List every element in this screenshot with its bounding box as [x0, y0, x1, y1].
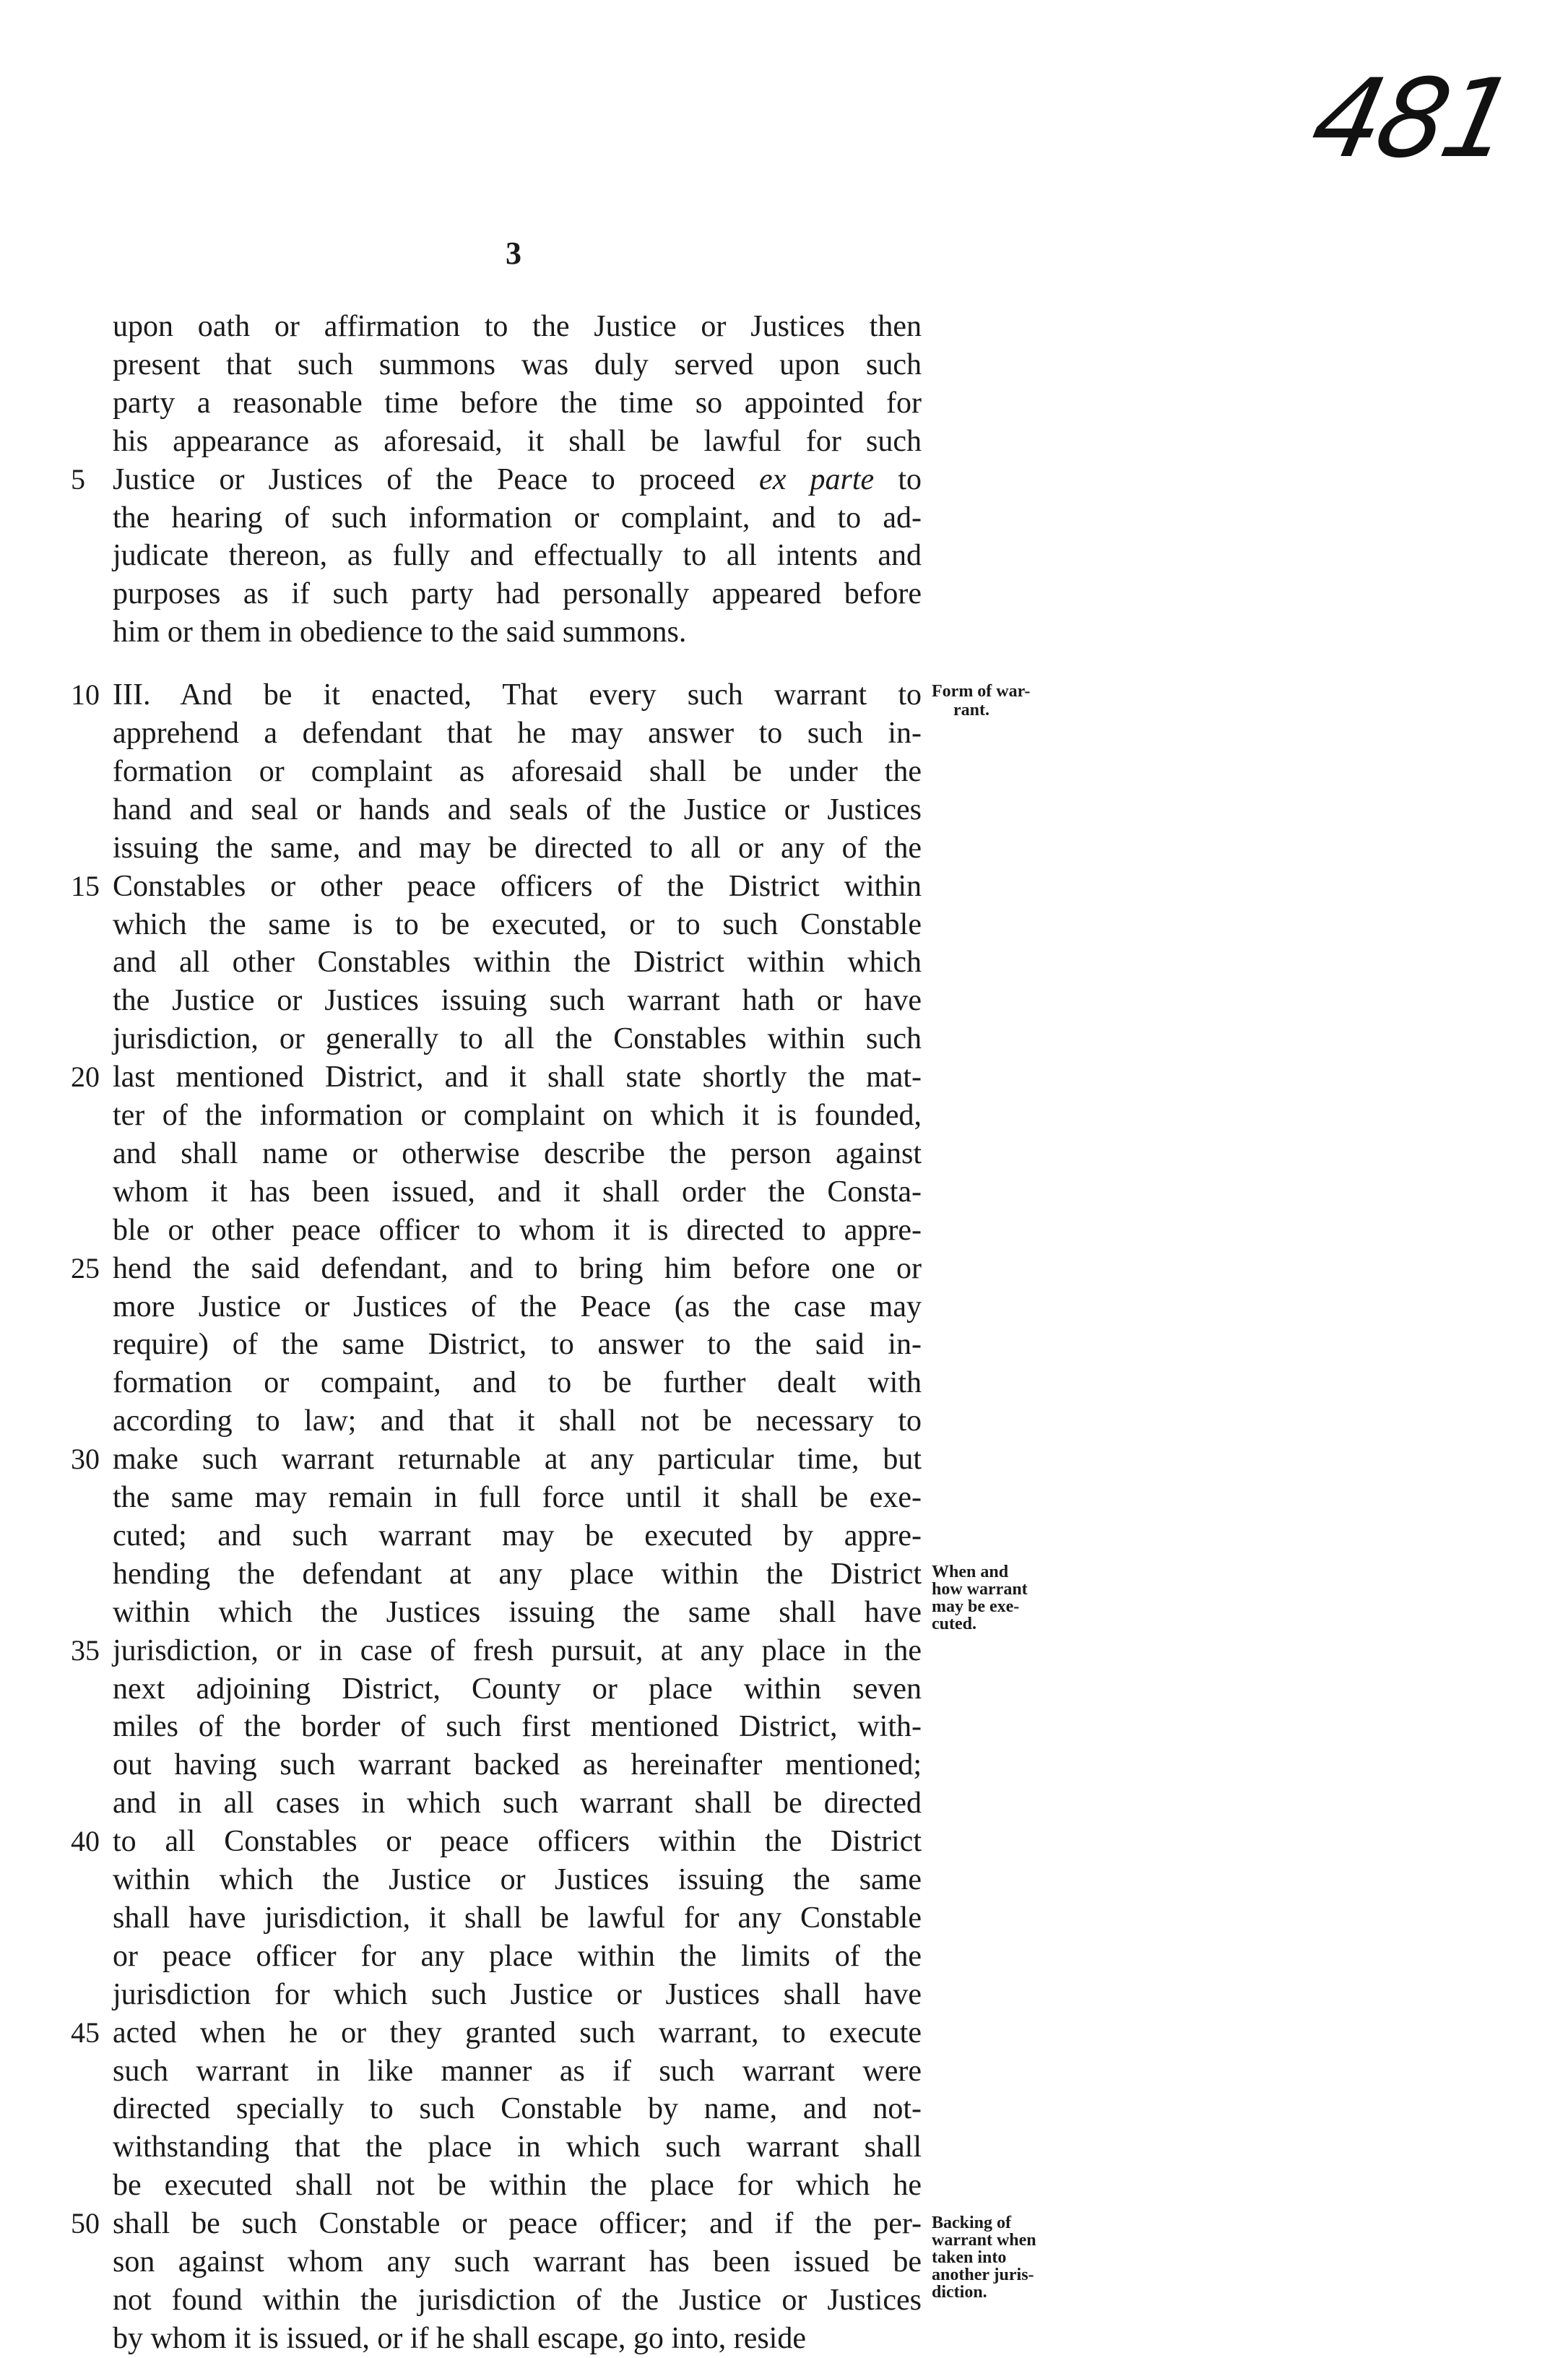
text-line: hend the said defendant, and to bring him before one or — [113, 1251, 922, 1285]
text-line: ter of the information or complaint on which it is founded, — [113, 1099, 922, 1132]
margin-note-line: rant. — [953, 701, 989, 720]
text-line: last mentioned District, and it shall state shortly the mat- — [113, 1061, 922, 1094]
text-line: party a reasonable time before the time so appointed for — [113, 386, 922, 420]
text-line: cuted; and such warrant may be executed by appre- — [113, 1519, 922, 1552]
text-line: Constables or other peace officers of the District within — [113, 869, 922, 903]
text-line: be executed shall not be within the place for which he — [113, 2169, 922, 2203]
text-line: jurisdiction, or generally to all the Constables within such — [113, 1022, 922, 1056]
margin-note-line: another juris- — [932, 2266, 1034, 2285]
text-line: out having such warrant backed as hereinafter mentioned; — [113, 1748, 922, 1782]
margin-note-line: how warrant — [932, 1579, 1028, 1599]
text-line: jurisdiction, or in case of fresh pursuit, at any place in the — [113, 1633, 922, 1667]
margin-note-line: When and — [932, 1562, 1009, 1581]
text-line: and in all cases in which such warrant shall be directed — [113, 1787, 922, 1821]
handwritten-page-number: 481 — [1301, 56, 1522, 182]
text-line: miles of the border of such first mentioned District, with- — [113, 1710, 922, 1744]
text-line: to all Constables or peace officers within the District — [113, 1825, 922, 1859]
margin-note-line: taken into — [932, 2248, 1007, 2268]
text-line: according to law; and that it shall not be necessary to — [113, 1404, 922, 1438]
text-line: and shall name or otherwise describe the person against — [113, 1136, 922, 1170]
text-line: next adjoining District, County or place within seven — [113, 1672, 922, 1706]
text-line: acted when he or they granted such warrant, to execute — [113, 2016, 922, 2050]
latin-phrase: ex parte — [759, 462, 875, 496]
line-number: 40 — [71, 1825, 100, 1858]
text-line: III. And be it enacted, That every such warrant to — [113, 678, 922, 712]
line-number: 50 — [71, 2207, 100, 2240]
text-line: hending the defendant at any place within the District — [113, 1557, 922, 1591]
line-number: 45 — [71, 2016, 100, 2049]
text-line: judicate thereon, as fully and effectually to all intents and — [113, 539, 922, 573]
text-line: upon oath or affirmation to the Justice or Justices then — [113, 310, 922, 343]
text-line: whom it has been issued, and it shall order the Consta- — [113, 1175, 922, 1209]
text-line: such warrant in like manner as if such warrant were — [113, 2054, 922, 2088]
text-line: which the same is to be executed, or to such Constable — [113, 907, 922, 941]
text-line: within which the Justice or Justices issuing the same — [113, 1863, 922, 1896]
text-line: or peace officer for any place within the limits of the — [113, 1939, 922, 1973]
text-line: Justice or Justices of the Peace to proceed ex parte to — [113, 462, 922, 496]
text-line: shall be such Constable or peace officer; and if the per- — [113, 2207, 922, 2241]
margin-note-line: may be exe- — [932, 1597, 1020, 1616]
text-line: within which the Justices issuing the same shall have — [113, 1595, 922, 1629]
margin-note-line: warrant when — [932, 2231, 1036, 2250]
text-line: the hearing of such information or complaint, and to ad- — [113, 501, 922, 535]
margin-note-line: Backing of — [932, 2214, 1012, 2233]
line-number: 35 — [71, 1633, 100, 1667]
text-line: ble or other peace officer to whom it is directed to appre- — [113, 1213, 922, 1247]
printed-page-number: 3 — [506, 236, 521, 271]
text-line: jurisdiction for which such Justice or Justices shall have — [113, 1977, 922, 2011]
text-line: formation or compaint, and to be further dealt with — [113, 1366, 922, 1400]
text-line: issuing the same, and may be directed to all or any of the — [113, 831, 922, 865]
text-line: son against whom any such warrant has been issued be — [113, 2245, 922, 2279]
text-line: withstanding that the place in which such warrant shall — [113, 2130, 922, 2164]
line-number: 20 — [71, 1061, 100, 1094]
line-number: 25 — [71, 1251, 100, 1284]
text-line: and all other Constables within the District within which — [113, 946, 922, 980]
text-line: his appearance as aforesaid, it shall be lawful for such — [113, 424, 922, 458]
margin-note-line: cuted. — [932, 1614, 976, 1633]
text-line: make such warrant returnable at any particular time, but — [113, 1443, 922, 1477]
text-line: formation or complaint as aforesaid shall be under the — [113, 754, 922, 788]
text-line: apprehend a defendant that he may answer to such in- — [113, 717, 922, 750]
text-line: the same may remain in full force until it shall be exe- — [113, 1481, 922, 1514]
text-line: purposes as if such party had personally appeared before — [113, 577, 922, 611]
text-line: directed specially to such Constable by name, and not- — [113, 2092, 922, 2126]
text-line: not found within the jurisdiction of the Justice or Justices — [113, 2283, 922, 2317]
text-line: hand and seal or hands and seals of the Justice or Justices — [113, 793, 922, 826]
text-line: by whom it is issued, or if he shall escape, go into, reside — [113, 2321, 806, 2355]
margin-note-line: Form of war- — [932, 682, 1031, 701]
text-line: the Justice or Justices issuing such warrant hath or have — [113, 984, 922, 1018]
margin-note-line: diction. — [932, 2283, 987, 2302]
line-number: 10 — [71, 678, 100, 712]
text-line: require) of the same District, to answer to the said in- — [113, 1328, 922, 1362]
text-line: shall have jurisdiction, it shall be lawful for any Constable — [113, 1901, 922, 1935]
text-line: more Justice or Justices of the Peace (as the case may — [113, 1290, 922, 1323]
text-line: him or them in obedience to the said summons. — [113, 616, 687, 649]
line-number: 15 — [71, 869, 100, 902]
text-line: present that such summons was duly served upon such — [113, 347, 922, 381]
line-number: 5 — [71, 462, 85, 496]
line-number: 30 — [71, 1443, 100, 1476]
